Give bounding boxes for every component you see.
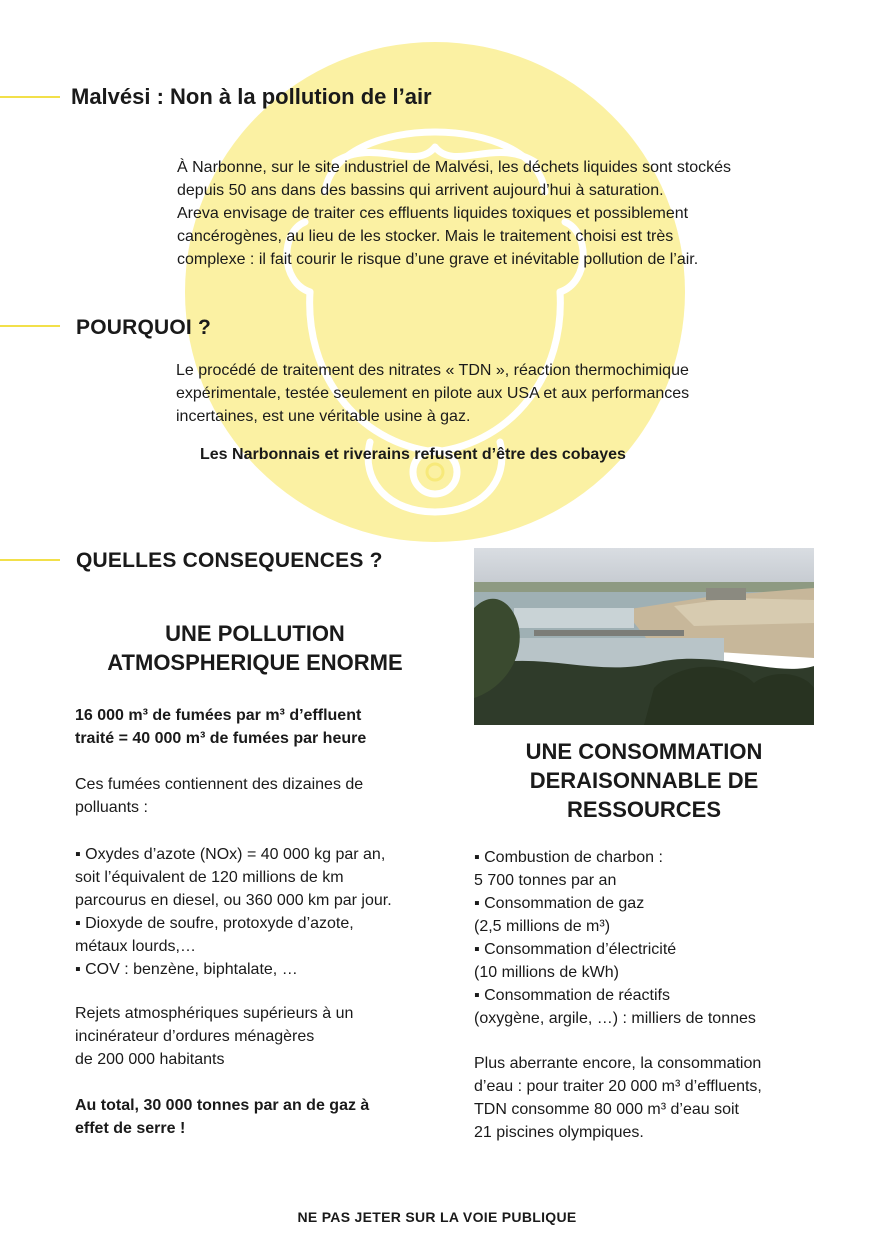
pollutants-intro: Ces fumées contiennent des dizaines de polluants :	[75, 776, 364, 816]
site-photo	[474, 548, 814, 725]
site-photo-illustration	[474, 548, 814, 725]
accent-rule	[0, 96, 60, 98]
pourquoi-paragraph: Le procédé de traitement des nitrates « TDN », réaction thermochimique expérimentale, testée seulement en pilote aux USA et aux performances incertaines, est une véritable usine à gaz.	[176, 362, 690, 425]
pollutants-list: ▪ Oxydes d’azote (NOx) = 40 000 kg par an, soit l’équivalent de 120 millions de km parcourus en diesel, ou 360 000 km par jour. ▪ Dioxyde de soufre, protoxyde d’azote, métaux lourds,… ▪ COV : benzène, biphtalate, …	[75, 846, 392, 978]
heading-pollution: UNE POLLUTION ATMOSPHERIQUE ENORME	[107, 621, 403, 675]
water-paragraph: Plus aberrante encore, la consommation d’eau : pour traiter 20 000 m³ d’effluents, TDN consomme 80 000 m³ d’eau soit 21 piscines olympiques.	[474, 1055, 762, 1141]
accent-rule	[0, 559, 60, 561]
gas-mask-illustration	[185, 42, 685, 542]
page-title: Malvési : Non à la pollution de l’air	[71, 84, 432, 109]
slogan: Les Narbonnais et riverains refusent d’être des cobayes	[200, 446, 626, 463]
intro-paragraph: À Narbonne, sur le site industriel de Malvési, les déchets liquides sont stockés depuis 50 ans dans des bassins qui arrivent aujourd’hui à saturation. Areva envisage de traiter ces effluents liquides toxiques et possiblement cancérogènes, au lieu de les stocker. Mais le traitement choisi est très complexe : il fait courir le risque d’une grave et inévitable pollution de l’air.	[177, 159, 732, 268]
fumes-stat: 16 000 m³ de fumées par m³ d’effluent traité = 40 000 m³ de fumées par heure	[75, 707, 367, 747]
accent-rule	[0, 325, 60, 327]
footer-notice: NE PAS JETER SUR LA VOIE PUBLIQUE	[297, 1209, 577, 1225]
resources-list: ▪ Combustion de charbon : 5 700 tonnes par an ▪ Consommation de gaz (2,5 millions de m³) ▪ Consommation d’électricité (10 millions de kWh) ▪ Consommation de réactifs (oxygène, argile, …) : milliers de tonnes	[474, 849, 756, 1027]
heading-consommation: UNE CONSOMMATION DERAISONNABLE DE RESSOURCES	[525, 739, 763, 822]
total-gas-statement: Au total, 30 000 tonnes par an de gaz à effet de serre !	[75, 1097, 370, 1137]
rejets-paragraph: Rejets atmosphériques supérieurs à un incinérateur d’ordures ménagères de 200 000 habitants	[75, 1005, 354, 1068]
section-title-consequences: QUELLES CONSEQUENCES ?	[76, 549, 383, 572]
section-title-pourquoi: POURQUOI ?	[76, 316, 212, 339]
